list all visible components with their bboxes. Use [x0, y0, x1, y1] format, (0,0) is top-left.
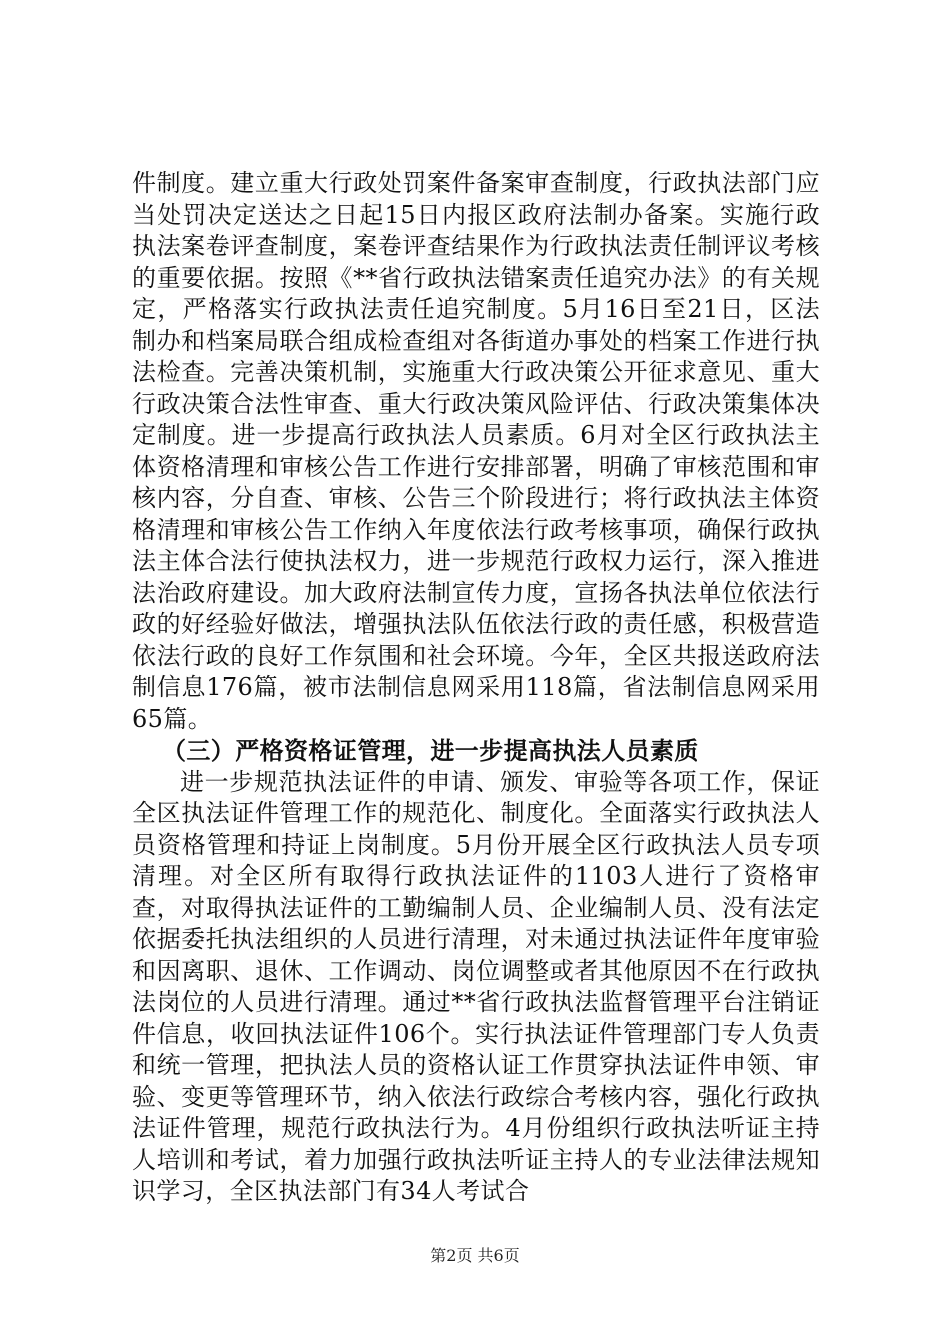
body-paragraph-continued: 件制度。建立重大行政处罚案件备案审查制度，行政执法部门应当处罚决定送达之日起15日内报区政府法制办备案。实施行政执法案卷评查制度，案卷评查结果作为行政执法责任制评议考核的重要依据。按照《**省行政执法错案责任追究办法》的有关规定，严格落实行政执法责任追究制度。5月16日至21日，区法制办和档案局联合组成检查组对各街道办事处的档案工作进行执法检查。完善决策机制，实施重大行政决策公开征求意见、重大行政决策合法性审查、重大行政决策风险评估、行政决策集体决定制度。进一步提高行政执法人员素质。6月对全区行政执法主体资格清理和审核公告工作进行安排部署，明确了审核范围和审核内容，分自查、审核、公告三个阶段进行；将行政执法主体资格清理和审核公告工作纳入年度依法行政考核事项，确保行政执法主体合法行使执法权力，进一步规范行政权力运行，深入推进法治政府建设。加大政府法制宣传力度，宣扬各执法单位依法行政的好经验好做法，增强执法队伍依法行政的责任感，积极营造依法行政的良好工作氛围和社会环境。今年，全区共报送政府法制信息176篇，被市法制信息网采用118篇，省法制信息网采用65篇。	[132, 169, 820, 733]
page-number-footer: 第2页 共6页	[430, 1246, 520, 1265]
document-body	[132, 168, 820, 1208]
body-paragraph-section: 进一步规范执法证件的申请、颁发、审验等各项工作，保证全区执法证件管理工作的规范化、制度化。全面落实行政执法人员资格管理和持证上岗制度。5月份开展全区行政执法人员专项清理。对全区所有取得行政执法证件的1103人进行了资格审查，对取得执法证件的工勤编制人员、企业编制人员、没有法定依据委托执法组织的人员进行清理，对未通过执法证件年度审验和因离职、退休、工作调动、岗位调整或者其他原因不在行政执法岗位的人员进行清理。通过**省行政执法监督管理平台注销证件信息，收回执法证件106个。实行执法证件管理部门专人负责和统一管理，把执法人员的资格认证工作贯穿执法证件申领、审验、变更等管理环节，纳入依法行政综合考核内容，强化行政执法证件管理，规范行政执法行为。4月份组织行政执法听证主持人培训和考试，着力加强行政执法听证主持人的专业法律法规知识学习，全区执法部门有34人考试合	[132, 767, 820, 1205]
section-heading: （三）严格资格证管理，进一步提高执法人员素质	[162, 736, 699, 765]
